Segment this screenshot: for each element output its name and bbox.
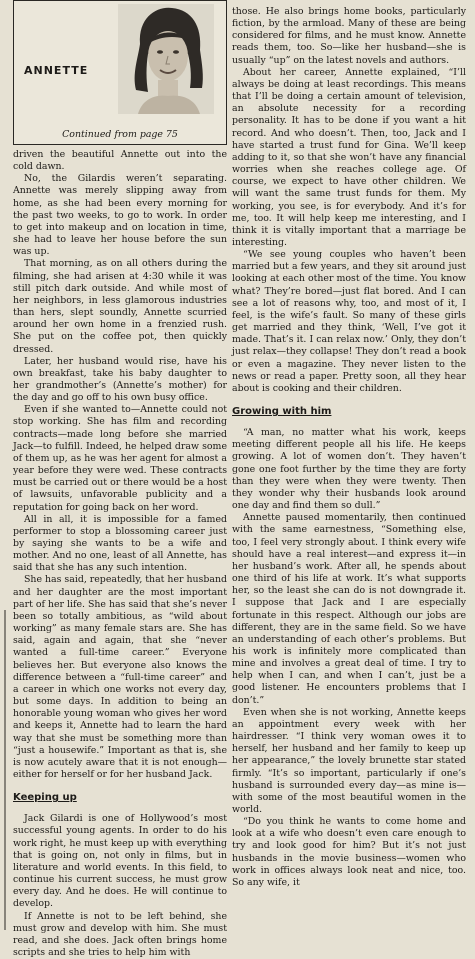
paragraph: those. He also brings home books, particularly fiction, by the armload. Many of these are being considered for films, and he must know. Annette reads them, too. So—like her husband—she is usually “up” on the latest novels and authors. <box>232 6 466 66</box>
left-column <box>13 0 227 959</box>
annette-portrait-photo <box>118 4 214 114</box>
article-title: ANNETTE <box>24 64 89 77</box>
paragraph: About her career, Annette explained, “I’ll always be doing at least recordings. This means that I’ll be doing a certain amount of television, an absolute necessity for a recording personality. It has to be done if you want a hit record. And who doesn’t. Then, too, Jack and I have started a trust fund for Gina. We’ll keep adding to it, so that she won’t have any financial worries when she reaches college age. Of course, we expect to have other children. We will want the same trust funds for them. My working, you see, is for everybody. And it’s for me, too. It will help keep me interesting, and I think it is vitally important that a marriage be interesting. <box>232 66 466 248</box>
paragraph: If Annette is not to be left behind, she must grow and develop with him. She must read, and she does. Jack often brings home scripts and she tries to help him with <box>13 910 227 958</box>
header-box <box>13 0 227 145</box>
paragraph: All in all, it is impossible for a famed performer to stop a blossoming career just by saying she wants to be a wife and mother. And no one, least of all Annette, has said that she has any such intention. <box>13 513 227 574</box>
paragraph: “We see young couples who haven’t been married but a few years, and they sit around just looking at each other most of the time. You know what? They’re bored—just flat bored. And I can see a lot of reasons why, too, and most of it, I feel, is the wife’s fault. So many of these girls get married and they think, ‘Well, I’ve got it made. That’s it. I can relax now.’ Only, they don’t just relax—they collapse! They don’t read a book or even a magazine. They never listen to the news or read a paper. Pretty soon, all they hear about is cooking and their children. <box>232 249 466 394</box>
paragraph: Even when she is not working, Annette keeps an appointment every week with her hairdresser. “I think very woman owes it to herself, her husband and her family to keep up her appearance,” the lovely brunette star stated firmly. “It’s so important, particularly if one’s husband is surrounded every day—as mine is—with some of the most beautiful women in the world. <box>232 706 466 815</box>
paragraph: No, the Gilardis weren’t separating. Annette was merely slipping away from home, as she had been every morning for the past two weeks, to go to work. In order to get into makeup and on location in time, she had to leave her house before the sun was up. <box>13 173 227 258</box>
subheading: Growing with him <box>232 406 332 417</box>
paragraph: That morning, as on all others during the filming, she had arisen at 4:30 while it was still pitch dark outside. And while most of her neighbors, in less glamorous industries than hers, slept soundly, Annette scurried around her own home in a frenzied rush. She put on the coffee pot, then quickly dressed. <box>13 258 227 355</box>
paragraph: driven the beautiful Annette out into the cold dawn. <box>13 149 227 173</box>
paragraph: Jack Gilardi is one of Hollywood’s most successful young agents. In order to do his work right, he must keep up with everything that is going on, not only in films, but in literature and world events. In this field, to continue his current success, he must grow every day. And he does. He will continue to develop. <box>13 813 227 910</box>
right-column <box>232 6 466 889</box>
paragraph: Even if she wanted to—Annette could not stop working. She has film and recording contracts—made long before she married Jack—to fulfill. Indeed, he helped draw some of them up, as he was her agent for almost a year before they were wed. These contracts must be carried out or there would be a host of lawsuits, unfavorable publicity and a reputation for going back on her word. <box>13 404 227 513</box>
margin-rule <box>4 610 6 930</box>
paragraph: “A man, no matter what his work, keeps meeting different people all his life. He keeps growing. A lot of women don’t. They haven’t gone one foot further by the time they are forty than they were when they were twenty. Then they wonder why their husbands look around one day and find them so dull.” <box>232 427 466 512</box>
continued-from-note: Continued from page 75 <box>62 129 178 140</box>
subheading: Keeping up <box>13 792 77 804</box>
paragraph: She has said, repeatedly, that her husband and her daughter are the most important part of her life. She has said that she’s never been so totally ambitious, as “wild about working” as many female stars are. She has said, again and again, that she “never wanted a full-time career.” Everyone believes her. But everyone also knows the difference between a “full-time career” and a career in which one works not every day, but some days. In addition to being an honorable young woman who gives her word and keeps it, Annette had to learn the hard way that she must be something more than “just a housewife.” Important as that is, she is now acutely aware that it is not enough—either for herself or for her husband Jack. <box>13 574 227 780</box>
paragraph: “Do you think he wants to come home and look at a wife who doesn’t even care enough to try and look good for him? But it’s not just husbands in the movie business—women who work in offices always look neat and nice, too. So any wife, it <box>232 816 466 888</box>
paragraph: Later, her husband would rise, have his own breakfast, take his baby daughter to her grandmother’s (Annette’s mother) for the day and go off to his own busy office. <box>13 355 227 404</box>
paragraph: Annette paused momentarily, then continued with the same earnestness, “Something else, too, I feel very strongly about. I think every wife should have a real interest—and express it—in her husband’s work. After all, he spends about one third of his life at work. It’s what supports her, so the least she can do is not downgrade it. I suppose that Jack and I are especially fortunate in this respect. Although our jobs are different, they are in the same field. So we have an understanding of each other’s problems. But his work is infinitely more complicated than mine and involves a great deal of time. I try to help when I can, and when I can’t, just be a good listener. He encounters problems that I don’t.” <box>232 512 466 706</box>
